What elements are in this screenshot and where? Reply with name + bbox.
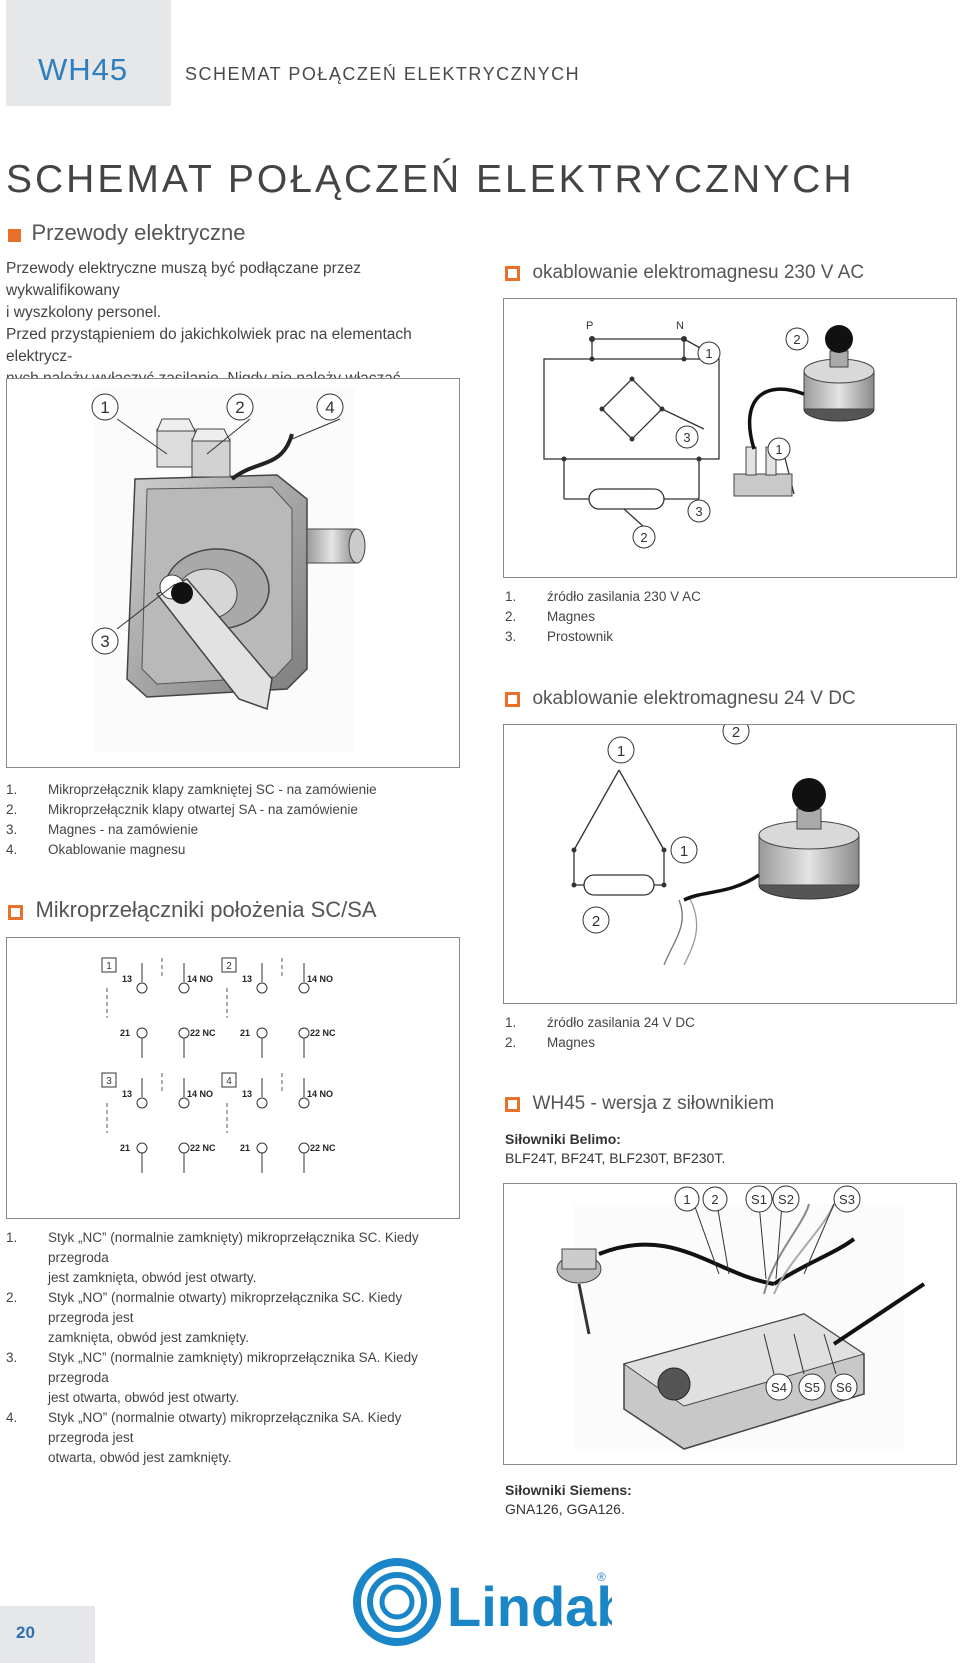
- svg-text:2: 2: [731, 725, 741, 741]
- para-line: Przed przystąpieniem do jakichkolwiek prac na elementach elektrycz-: [6, 326, 412, 365]
- lindab-logo-mark: [352, 1556, 612, 1648]
- callout-2: [786, 328, 808, 350]
- section-heading-24v: [505, 688, 856, 710]
- legend-item: 1. źródło zasilania 24 V DC: [505, 1015, 695, 1030]
- wiring-24v-svg: [504, 725, 956, 1003]
- svg-text:1: 1: [775, 442, 783, 457]
- heading-text: Mikroprzełączniki położenia SC/SA: [35, 897, 377, 922]
- legend-230v: [505, 587, 701, 647]
- device-figure: [6, 378, 460, 768]
- callout-2b: [633, 526, 655, 548]
- switch-block-3: [102, 1073, 216, 1173]
- callout-1: [92, 394, 118, 420]
- svg-text:4: 4: [325, 398, 335, 417]
- callout-2b: [583, 907, 609, 933]
- svg-text:Lindab: Linda: [447, 1575, 597, 1638]
- page-number-tab: [0, 1606, 95, 1663]
- para-line: Przewody elektryczne muszą być podłączane przez wykwalifikowany: [6, 260, 361, 299]
- wiring-24v-diagram: [503, 724, 957, 1004]
- svg-text:22 NC: 22 NC: [310, 1028, 336, 1038]
- bullet-square-icon: [8, 905, 23, 920]
- legend-item: 2. Mikroprzełącznik klapy otwartej SA - na zamówienie: [6, 802, 358, 817]
- bullet-square-icon: [505, 1097, 520, 1112]
- svg-text:21: 21: [240, 1028, 251, 1038]
- svg-text:2: 2: [235, 398, 245, 417]
- callout-1: [675, 1187, 699, 1211]
- svg-text:S3: S3: [839, 1192, 855, 1207]
- svg-text:1: 1: [679, 843, 689, 860]
- callout-1b: [671, 837, 697, 863]
- svg-text:14 NO: 14 NO: [307, 1089, 334, 1099]
- callout-s2: [773, 1186, 799, 1212]
- heading-text: WH45 - wersja z siłownikiem: [532, 1093, 775, 1114]
- callout-2: [703, 1187, 727, 1211]
- legend-item: 4. Styk „NO” (normalnie otwarty) mikroprzełącznika SA. Kiedy przegroda jest otwarta, obwód jest zamknięty.: [6, 1410, 402, 1465]
- svg-text:14 NO: 14 NO: [187, 1089, 214, 1099]
- section-heading-230v: [505, 262, 864, 284]
- legend-item: 1. Mikroprzełącznik klapy zamkniętej SC - na zamówienie: [6, 782, 377, 797]
- callout-s4: [766, 1374, 792, 1400]
- switches-legend: [6, 1228, 456, 1468]
- svg-text:22 NC: 22 NC: [310, 1143, 336, 1153]
- callout-s6: [831, 1374, 857, 1400]
- svg-text:S6: S6: [836, 1380, 852, 1395]
- legend-24v: [505, 1013, 695, 1053]
- svg-text:1: 1: [705, 346, 713, 361]
- legend-item: 2. Magnes: [505, 609, 596, 624]
- callout-1: [698, 342, 720, 364]
- switches-svg: [7, 938, 459, 1218]
- switches-diagram: [6, 937, 460, 1219]
- svg-text:2: 2: [711, 1192, 719, 1207]
- svg-text:S5: S5: [804, 1380, 820, 1395]
- callout-4: [317, 394, 343, 420]
- actuator-figure: [503, 1183, 957, 1465]
- svg-text:1: 1: [616, 743, 626, 760]
- page-number: 20: [16, 1623, 35, 1642]
- page-title: SCHEMAT POŁĄCZEŃ ELEKTRYCZNYCH: [6, 158, 855, 201]
- callout-3b: [688, 500, 710, 522]
- wiring-230v-svg: [504, 299, 956, 577]
- callout-3: [92, 628, 118, 654]
- svg-text:13: 13: [122, 974, 133, 984]
- switch-number: 1: [106, 961, 112, 972]
- legend-item: 2. Styk „NO” (normalnie otwarty) mikroprzełącznika SC. Kiedy przegroda jest zamknięta, obwód jest zamknięty.: [6, 1290, 403, 1345]
- siemens-block: [505, 1482, 632, 1517]
- para-line: i wyszkolony personel.: [6, 304, 162, 321]
- switch-number: 2: [226, 961, 232, 972]
- section-heading-actuator: [505, 1093, 774, 1115]
- section-heading-wires: [8, 220, 245, 246]
- belimo-models: BLF24T, BF24T, BLF230T, BF230T.: [505, 1150, 726, 1166]
- legend-item: 3. Styk „NC” (normalnie zamknięty) mikroprzełącznika SA. Kiedy przegroda jest otwarta, obwód jest otwarty.: [6, 1350, 418, 1405]
- switch-block-2: [222, 958, 336, 1058]
- svg-text:13: 13: [122, 1089, 133, 1099]
- svg-text:14 NO: 14 NO: [307, 974, 334, 984]
- device-legend: [6, 780, 456, 860]
- svg-text:14 NO: 14 NO: [187, 974, 214, 984]
- heading-text: okablowanie elektromagnesu 230 V AC: [532, 262, 865, 283]
- callout-s5: [799, 1374, 825, 1400]
- siemens-label: Siłowniki Siemens:: [505, 1482, 632, 1498]
- callout-1b: [768, 438, 790, 460]
- svg-text:1: 1: [100, 398, 110, 417]
- svg-text:2: 2: [591, 913, 601, 930]
- callout-1: [608, 737, 634, 763]
- callout-2: [723, 725, 749, 744]
- damper-illustration: [7, 379, 459, 767]
- switch-block-4: [222, 1073, 336, 1173]
- svg-text:S2: S2: [778, 1192, 794, 1207]
- callout-s3: [834, 1186, 860, 1212]
- legend-item: 2. Magnes: [505, 1035, 596, 1050]
- heading-text: Przewody elektryczne: [31, 220, 246, 245]
- bullet-square-icon: [505, 266, 520, 281]
- header-subtitle: SCHEMAT POŁĄCZEŃ ELEKTRYCZNYCH: [185, 64, 581, 84]
- svg-text:S1: S1: [751, 1192, 767, 1207]
- svg-text:3: 3: [683, 430, 691, 445]
- svg-text:3: 3: [100, 632, 110, 651]
- svg-text:22 NC: 22 NC: [190, 1143, 216, 1153]
- switch-number: 3: [106, 1076, 112, 1087]
- legend-item: 1. źródło zasilania 230 V AC: [505, 589, 701, 604]
- svg-text:13: 13: [242, 1089, 253, 1099]
- svg-text:1: 1: [683, 1192, 691, 1207]
- switch-block-1: [102, 958, 216, 1058]
- section-heading-switches: [8, 897, 377, 923]
- product-code: WH45: [38, 52, 129, 87]
- svg-text:2: 2: [793, 332, 801, 347]
- callout-3: [676, 426, 698, 448]
- actuator-svg: [504, 1184, 956, 1464]
- svg-text:2: 2: [640, 530, 648, 545]
- callout-2: [227, 394, 253, 420]
- legend-item: 3. Prostownik: [505, 629, 614, 644]
- callout-s1: [746, 1186, 772, 1212]
- wiring-230v-diagram: [503, 298, 957, 578]
- svg-text:P: P: [586, 320, 594, 332]
- svg-text:13: 13: [242, 974, 253, 984]
- svg-text:21: 21: [120, 1143, 131, 1153]
- legend-item: 3. Magnes - na zamówienie: [6, 822, 199, 837]
- switch-number: 4: [226, 1076, 232, 1087]
- legend-item: 4. Okablowanie magnesu: [6, 842, 186, 857]
- belimo-label: Siłowniki Belimo:: [505, 1131, 621, 1147]
- svg-text:22 NC: 22 NC: [190, 1028, 216, 1038]
- svg-text:3: 3: [695, 504, 703, 519]
- svg-text:S4: S4: [771, 1380, 787, 1395]
- svg-text:®: ®: [597, 1570, 606, 1584]
- lindab-logo: [352, 1556, 612, 1648]
- bullet-square-icon: [8, 229, 21, 242]
- belimo-block: [505, 1131, 725, 1166]
- legend-item: 1. Styk „NC” (normalnie zamknięty) mikroprzełącznika SC. Kiedy przegroda jest zamknięta, obwód jest otwarty.: [6, 1230, 419, 1285]
- bullet-square-icon: [505, 692, 520, 707]
- svg-text:N: N: [676, 320, 684, 332]
- heading-text: okablowanie elektromagnesu 24 V DC: [532, 688, 856, 709]
- siemens-models: GNA126, GGA126.: [505, 1501, 625, 1517]
- svg-text:21: 21: [240, 1143, 251, 1153]
- svg-text:21: 21: [120, 1028, 131, 1038]
